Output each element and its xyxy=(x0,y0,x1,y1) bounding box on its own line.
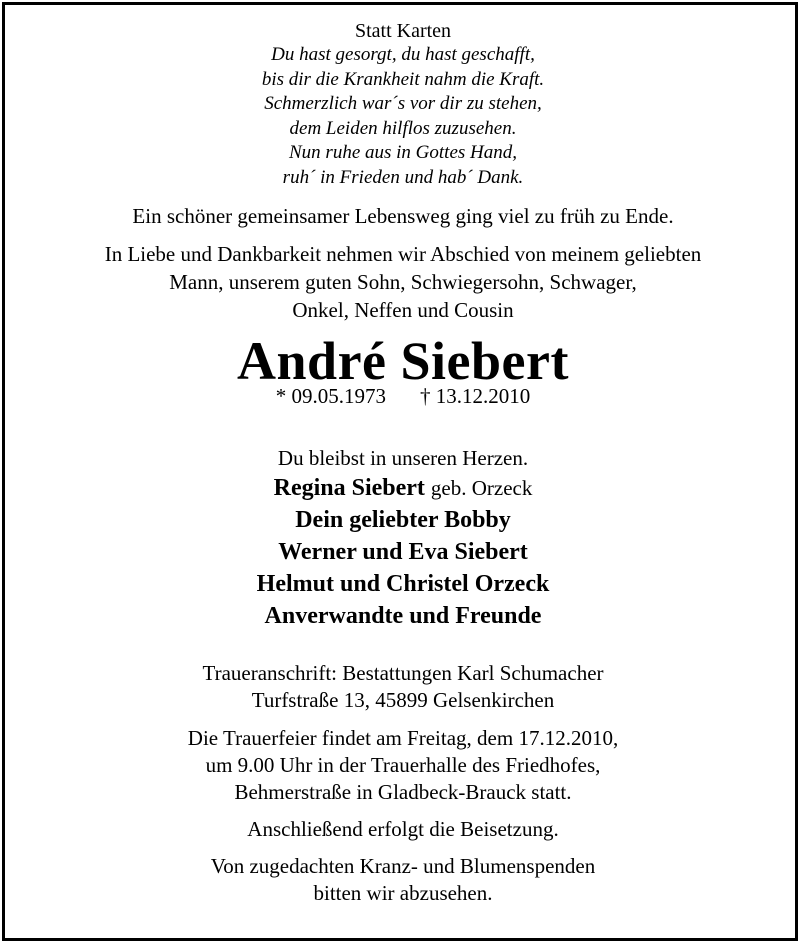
death-date: † 13.12.2010 xyxy=(420,384,531,408)
life-dates xyxy=(5,384,800,408)
header-statt-karten: Statt Karten xyxy=(354,20,452,42)
poem-line: ruh´ in Frieden und hab´ Dank. xyxy=(282,166,524,188)
intro-line: Mann, unserem guten Sohn, Schwiegersohn, Schwager, xyxy=(169,270,637,294)
address-line: Turfstraße 13, 45899 Gelsenkirchen xyxy=(251,688,555,712)
remember-line: Du bleibst in unseren Herzen. xyxy=(277,446,529,470)
service-line: Die Trauerfeier findet am Freitag, dem 17.12.2010, xyxy=(187,726,619,750)
poem-line: dem Leiden hilflos zuzusehen. xyxy=(289,117,517,139)
poem-line: Nun ruhe aus in Gottes Hand, xyxy=(289,142,517,163)
service-line: um 9.00 Uhr in der Trauerhalle des Friedhofes, xyxy=(205,753,601,777)
obituary-frame xyxy=(2,2,798,941)
address-line: Traueranschrift: Bestattungen Karl Schumacher xyxy=(202,661,604,685)
burial-info: Anschließend erfolgt die Beisetzung. xyxy=(247,817,559,841)
mourner-parents: Werner und Eva Siebert xyxy=(278,539,528,565)
flowers-line: bitten wir abzusehen. xyxy=(313,881,493,905)
mourner-others: Anverwandte und Freunde xyxy=(264,603,542,629)
funeral-service-info xyxy=(5,725,800,806)
intro-line: In Liebe und Dankbarkeit nehmen wir Abschied von meinem geliebten xyxy=(104,242,702,266)
service-line: Behmerstraße in Gladbeck-Brauck statt. xyxy=(234,780,572,804)
flowers-line: Von zugedachten Kranz- und Blumenspenden xyxy=(210,854,596,878)
poem xyxy=(5,43,800,190)
farewell-intro xyxy=(5,240,800,324)
mourner-pet: Dein geliebter Bobby xyxy=(295,507,511,533)
poem-line: Du hast gesorgt, du hast geschafft, xyxy=(271,44,535,65)
wife-name: Regina Siebert xyxy=(273,475,425,501)
birth-date: * 09.05.1973 xyxy=(275,384,386,408)
mourners-list xyxy=(5,472,800,632)
mourner-wife xyxy=(5,472,800,504)
mourner-in-laws: Helmut und Christel Orzeck xyxy=(256,571,550,597)
flowers-notice xyxy=(5,853,800,907)
mourning-address xyxy=(5,660,800,714)
poem-line: bis dir die Krankheit nahm die Kraft. xyxy=(261,68,545,90)
poem-line: Schmerzlich war´s vor dir zu stehen, xyxy=(264,93,542,114)
lead-sentence: Ein schöner gemeinsamer Lebensweg ging viel zu früh zu Ende. xyxy=(132,204,674,228)
deceased-name: André Siebert xyxy=(237,331,569,391)
intro-line: Onkel, Neffen und Cousin xyxy=(292,298,514,322)
wife-maiden-name: geb. Orzeck xyxy=(430,476,533,500)
obituary-content xyxy=(5,5,800,907)
